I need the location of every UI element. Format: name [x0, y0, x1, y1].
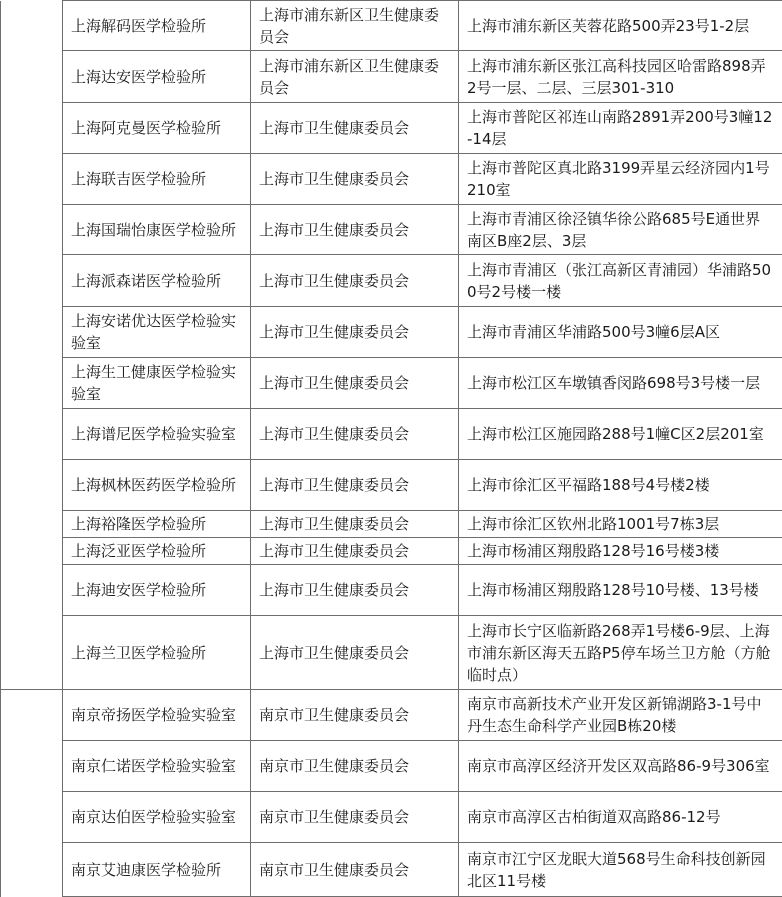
address-cell: 上海市浦东新区芙蓉花路500弄23号1-2层	[459, 1, 782, 51]
table-row	[1, 741, 782, 792]
table-row	[1, 690, 782, 741]
address-cell: 上海市徐汇区平福路188号4号楼2楼	[459, 460, 782, 511]
region-cell	[1, 511, 63, 538]
region-cell	[1, 409, 63, 460]
table-row	[1, 1, 782, 51]
address-cell: 上海市浦东新区张江高科技园区哈雷路898弄2号一层、二层、三层301-310	[459, 51, 782, 103]
region-cell	[1, 358, 63, 409]
lab-name-cell: 上海兰卫医学检验所	[63, 616, 251, 690]
lab-name-cell: 上海达安医学检验所	[63, 51, 251, 103]
region-cell	[1, 103, 63, 154]
lab-name-cell: 上海迪安医学检验所	[63, 565, 251, 616]
lab-name-cell: 上海联吉医学检验所	[63, 154, 251, 205]
region-cell	[1, 538, 63, 565]
address-cell: 南京市江宁区龙眠大道568号生命科技创新园北区11号楼	[459, 843, 782, 897]
region-cell	[1, 51, 63, 103]
table-row	[1, 358, 782, 409]
lab-name-cell: 上海泛亚医学检验所	[63, 538, 251, 565]
table-row	[1, 409, 782, 460]
authority-cell: 上海市卫生健康委员会	[251, 538, 459, 565]
region-cell	[1, 1, 63, 51]
table-row	[1, 460, 782, 511]
table-row	[1, 51, 782, 103]
lab-name-cell: 上海安诺优达医学检验实验室	[63, 307, 251, 358]
region-cell	[1, 460, 63, 511]
authority-cell: 南京市卫生健康委员会	[251, 792, 459, 843]
address-cell: 上海市青浦区徐泾镇华徐公路685号E通世界南区B座2层、3层	[459, 205, 782, 255]
lab-name-cell: 上海谱尼医学检验实验室	[63, 409, 251, 460]
address-cell: 上海市长宁区临新路268弄1号楼6-9层、上海市浦东新区海天五路P5停车场兰卫方舱（方舱临时点）	[459, 616, 782, 690]
lab-name-cell: 上海裕隆医学检验所	[63, 511, 251, 538]
region-cell	[1, 565, 63, 616]
authority-cell: 上海市卫生健康委员会	[251, 409, 459, 460]
lab-name-cell: 上海生工健康医学检验实验室	[63, 358, 251, 409]
lab-name-cell: 上海国瑞怡康医学检验所	[63, 205, 251, 255]
authority-cell: 南京市卫生健康委员会	[251, 690, 459, 741]
lab-name-cell: 上海解码医学检验所	[63, 1, 251, 51]
authority-cell: 上海市浦东新区卫生健康委员会	[251, 51, 459, 103]
lab-name-cell: 上海枫林医药医学检验所	[63, 460, 251, 511]
address-cell: 南京市高新技术产业开发区新锦湖路3-1号中丹生态生命科学产业园B栋20楼	[459, 690, 782, 741]
table-row	[1, 307, 782, 358]
region-cell	[1, 255, 63, 307]
table-row	[1, 255, 782, 307]
table-row	[1, 154, 782, 205]
address-cell: 上海市杨浦区翔殷路128号10号楼、13号楼	[459, 565, 782, 616]
region-cell	[1, 205, 63, 255]
region-cell	[1, 154, 63, 205]
lab-name-cell: 南京达伯医学检验实验室	[63, 792, 251, 843]
table-row	[1, 792, 782, 843]
region-cell	[1, 690, 63, 741]
table-row	[1, 538, 782, 565]
lab-name-cell: 上海阿克曼医学检验所	[63, 103, 251, 154]
address-cell: 上海市青浦区华浦路500号3幢6层A区	[459, 307, 782, 358]
address-cell: 南京市高淳区古柏街道双高路86-12号	[459, 792, 782, 843]
authority-cell: 南京市卫生健康委员会	[251, 741, 459, 792]
region-cell	[1, 616, 63, 690]
authority-cell: 上海市卫生健康委员会	[251, 255, 459, 307]
table-row	[1, 205, 782, 255]
lab-name-cell: 南京帝扬医学检验实验室	[63, 690, 251, 741]
address-cell: 上海市徐汇区钦州北路1001号7栋3层	[459, 511, 782, 538]
authority-cell: 上海市卫生健康委员会	[251, 565, 459, 616]
table-body	[1, 1, 782, 897]
authority-cell: 上海市卫生健康委员会	[251, 307, 459, 358]
authority-cell: 上海市卫生健康委员会	[251, 154, 459, 205]
table-row	[1, 565, 782, 616]
address-cell: 上海市普陀区真北路3199弄星云经济园内1号210室	[459, 154, 782, 205]
region-cell	[1, 843, 63, 897]
authority-cell: 上海市卫生健康委员会	[251, 511, 459, 538]
authority-cell: 上海市卫生健康委员会	[251, 358, 459, 409]
table-row	[1, 511, 782, 538]
authority-cell: 上海市卫生健康委员会	[251, 103, 459, 154]
region-cell	[1, 307, 63, 358]
authority-cell: 上海市浦东新区卫生健康委员会	[251, 1, 459, 51]
region-cell	[1, 741, 63, 792]
address-cell: 南京市高淳区经济开发区双高路86-9号306室	[459, 741, 782, 792]
address-cell: 上海市松江区车墩镇香闵路698号3号楼一层	[459, 358, 782, 409]
authority-cell: 上海市卫生健康委员会	[251, 616, 459, 690]
address-cell: 上海市松江区施园路288号1幢C区2层201室	[459, 409, 782, 460]
address-cell: 上海市普陀区祁连山南路2891弄200号3幢12-14层	[459, 103, 782, 154]
lab-name-cell: 南京艾迪康医学检验所	[63, 843, 251, 897]
authority-cell: 上海市卫生健康委员会	[251, 205, 459, 255]
address-cell: 上海市青浦区（张江高新区青浦园）华浦路500号2号楼一楼	[459, 255, 782, 307]
region-cell	[1, 792, 63, 843]
authority-cell: 上海市卫生健康委员会	[251, 460, 459, 511]
address-cell: 上海市杨浦区翔殷路128号16号楼3楼	[459, 538, 782, 565]
authority-cell: 南京市卫生健康委员会	[251, 843, 459, 897]
table-row	[1, 843, 782, 897]
lab-name-cell: 南京仁诺医学检验实验室	[63, 741, 251, 792]
table-row	[1, 616, 782, 690]
lab-name-cell: 上海派森诺医学检验所	[63, 255, 251, 307]
table-row	[1, 103, 782, 154]
